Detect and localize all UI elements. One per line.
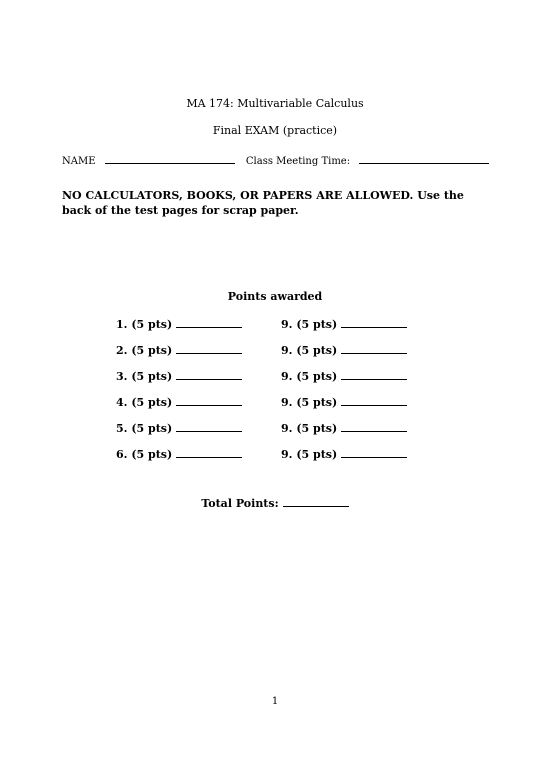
exam-title: Final EXAM (practice): [212, 124, 338, 137]
score-blank: [341, 318, 407, 328]
score-blank: [176, 448, 242, 458]
points-table: [116, 318, 446, 474]
total-points-row: [0, 497, 550, 510]
score-blank: [176, 344, 242, 354]
points-heading: Points awarded: [227, 290, 323, 303]
score-blank: [176, 396, 242, 406]
score-blank: [176, 318, 242, 328]
points-cell: [281, 370, 446, 396]
points-cell: [116, 396, 281, 422]
points-row: [116, 422, 446, 448]
problem-label: 4. (5 pts): [116, 396, 173, 409]
points-cell: [116, 318, 281, 344]
score-blank: [341, 344, 407, 354]
problem-label: 1. (5 pts): [116, 318, 173, 331]
total-points-label: Total Points:: [201, 497, 279, 510]
problem-label: 3. (5 pts): [116, 370, 173, 383]
points-cell: [116, 370, 281, 396]
course-title: MA 174: Multivariable Calculus: [186, 97, 364, 110]
problem-label: 2. (5 pts): [116, 344, 173, 357]
points-cell: [281, 396, 446, 422]
instructions: NO CALCULATORS, BOOKS, OR PAPERS ARE ALLOWED. Use the back of the test pages for scrap paper.: [62, 189, 464, 217]
points-cell: [281, 422, 446, 448]
points-cell: [281, 318, 446, 344]
points-row: [116, 344, 446, 370]
problem-label: 9. (5 pts): [281, 422, 338, 435]
meeting-time-blank: [359, 154, 489, 164]
score-blank: [341, 396, 407, 406]
score-blank: [341, 422, 407, 432]
points-cell: [116, 448, 281, 474]
name-label: NAME: [62, 156, 96, 167]
name-blank: [105, 154, 235, 164]
points-cell: [281, 344, 446, 370]
points-row: [116, 448, 446, 474]
points-cell: [281, 448, 446, 474]
problem-label: 9. (5 pts): [281, 448, 338, 461]
problem-label: 9. (5 pts): [281, 370, 338, 383]
points-cell: [116, 422, 281, 448]
problem-label: 5. (5 pts): [116, 422, 173, 435]
points-cell: [116, 344, 281, 370]
points-row: [116, 370, 446, 396]
problem-label: 9. (5 pts): [281, 344, 338, 357]
points-row: [116, 318, 446, 344]
problem-label: 9. (5 pts): [281, 318, 338, 331]
problem-label: 6. (5 pts): [116, 448, 173, 461]
score-blank: [341, 370, 407, 380]
score-blank: [176, 422, 242, 432]
meeting-time-label: Class Meeting Time:: [245, 156, 351, 167]
points-row: [116, 396, 446, 422]
score-blank: [341, 448, 407, 458]
problem-label: 9. (5 pts): [281, 396, 338, 409]
score-blank: [176, 370, 242, 380]
student-info-row: [62, 154, 492, 167]
page-number: 1: [271, 696, 279, 707]
total-points-blank: [283, 497, 349, 507]
